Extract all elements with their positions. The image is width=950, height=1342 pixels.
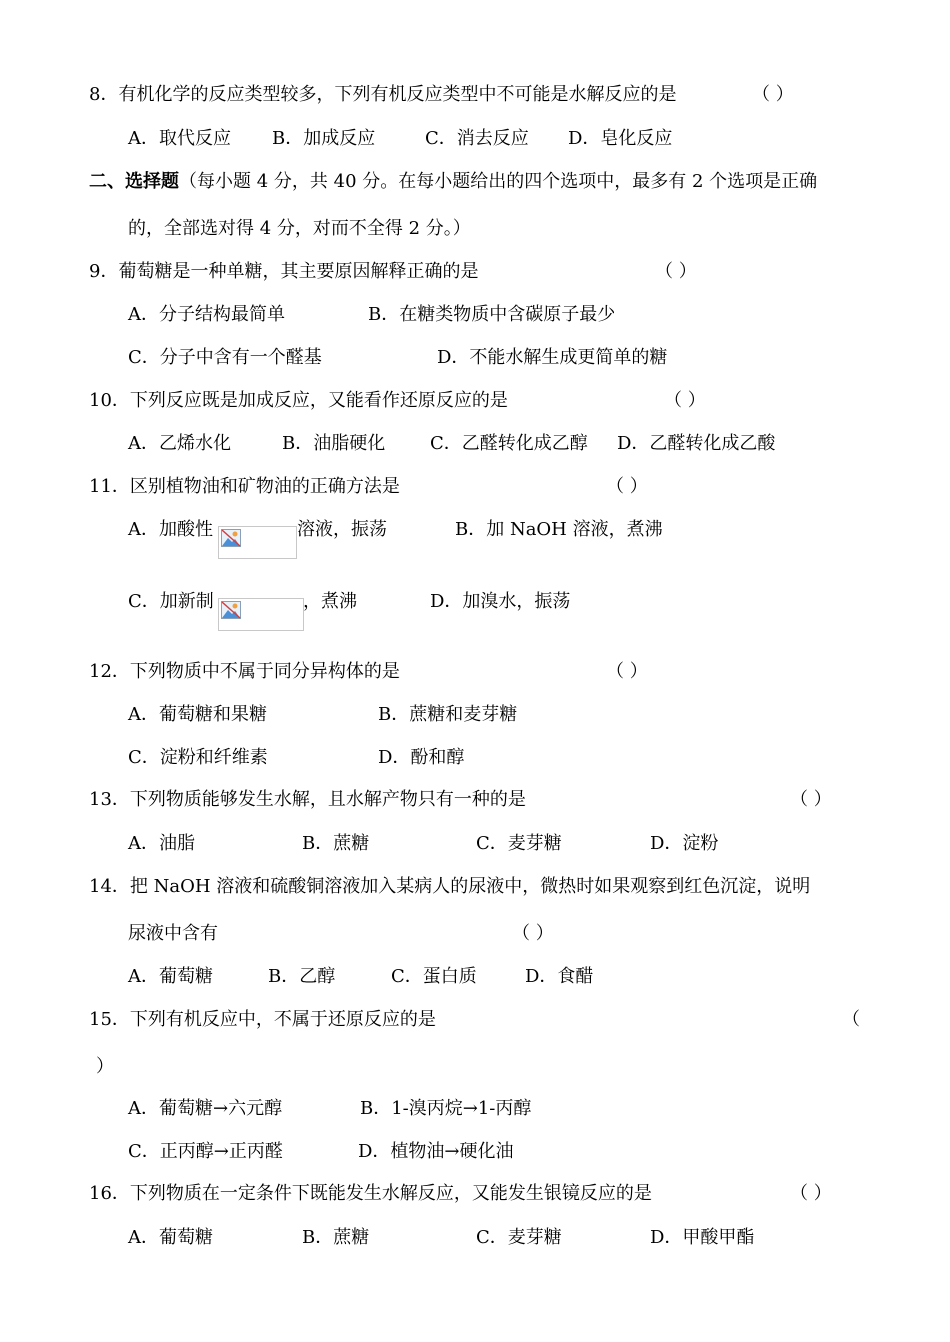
section-2-desc-cont: 的，全部选对得 4 分，对而不全得 2 分。） <box>128 218 471 239</box>
q15-option-b: B．1-溴丙烷→1-丙醇 <box>360 1098 532 1119</box>
broken-image-glyph <box>221 529 241 547</box>
q16-option-a: A．葡萄糖 <box>128 1227 213 1248</box>
q14-option-b: B．乙醇 <box>268 966 336 987</box>
q10-option-d: D．乙醛转化成乙酸 <box>617 433 776 454</box>
q16-option-b: B．蔗糖 <box>302 1227 370 1248</box>
q10-option-c: C．乙醛转化成乙醇 <box>430 433 588 454</box>
q8-stem: 8．有机化学的反应类型较多，下列有机反应类型中不可能是水解反应的是 <box>89 84 677 105</box>
section-2-desc: （每小题 4 分，共 40 分。在每小题给出的四个选项中，最多有 2 个选项是正确 <box>179 171 818 192</box>
q11-option-d: D．加溴水，振荡 <box>430 591 571 612</box>
q12-option-b: B．蔗糖和麦芽糖 <box>378 704 518 725</box>
q12-option-c: C．淀粉和纤维素 <box>128 747 268 768</box>
q13-answer-paren: （ ） <box>790 789 832 810</box>
q10-answer-paren: （ ） <box>664 390 706 411</box>
broken-image-glyph <box>221 601 241 619</box>
q15-answer-paren-close: ） <box>96 1056 114 1077</box>
broken-image-icon <box>218 598 304 631</box>
q9-option-b: B．在糖类物质中含碳原子最少 <box>368 304 616 325</box>
q11-option-a-post: 溶液，振荡 <box>297 519 387 540</box>
q15-option-c: C．正丙醇→正丙醛 <box>128 1141 283 1162</box>
q9-stem: 9．葡萄糖是一种单糖，其主要原因解释正确的是 <box>89 261 479 282</box>
q13-option-d: D．淀粉 <box>650 833 719 854</box>
q13-option-a: A．油脂 <box>128 833 195 854</box>
q15-option-d: D．植物油→硬化油 <box>358 1141 514 1162</box>
q11-option-a-pre: A．加酸性 <box>128 519 213 540</box>
q8-option-a: A．取代反应 <box>128 128 231 149</box>
q9-option-d: D．不能水解生成更简单的糖 <box>437 347 668 368</box>
q12-answer-paren: （ ） <box>606 661 648 682</box>
q10-option-a: A．乙烯水化 <box>128 433 231 454</box>
q14-answer-paren: （ ） <box>512 923 554 944</box>
q10-option-b: B．油脂硬化 <box>282 433 386 454</box>
q13-option-c: C．麦芽糖 <box>476 833 562 854</box>
q12-option-a: A．葡萄糖和果糖 <box>128 704 267 725</box>
q14-option-c: C．蛋白质 <box>391 966 477 987</box>
q11-option-b: B．加 NaOH 溶液，煮沸 <box>455 519 663 540</box>
broken-image-icon <box>218 526 297 559</box>
q9-option-c: C．分子中含有一个醛基 <box>128 347 322 368</box>
q15-stem: 15．下列有机反应中，不属于还原反应的是 <box>89 1009 436 1030</box>
q8-option-b: B．加成反应 <box>272 128 376 149</box>
section-2-header <box>89 170 817 194</box>
q12-stem: 12．下列物质中不属于同分异构体的是 <box>89 661 400 682</box>
q11-option-c-pre: C．加新制 <box>128 591 214 612</box>
q9-answer-paren: （ ） <box>655 261 697 282</box>
q16-stem: 16．下列物质在一定条件下既能发生水解反应，又能发生银镜反应的是 <box>89 1183 652 1204</box>
q8-option-d: D．皂化反应 <box>568 128 673 149</box>
q13-option-b: B．蔗糖 <box>302 833 370 854</box>
q11-stem: 11．区别植物油和矿物油的正确方法是 <box>89 476 400 497</box>
q8-answer-paren: （ ） <box>752 84 794 105</box>
q14-option-a: A．葡萄糖 <box>128 966 213 987</box>
q16-option-c: C．麦芽糖 <box>476 1227 562 1248</box>
q16-option-d: D．甲酸甲酯 <box>650 1227 755 1248</box>
section-2-title: 二、选择题 <box>89 171 179 192</box>
q12-option-d: D．酚和醇 <box>378 747 465 768</box>
q15-answer-paren-open: （ <box>842 1009 860 1030</box>
q11-option-c-post: ，煮沸 <box>303 591 357 612</box>
q14-option-d: D．食醋 <box>525 966 594 987</box>
q13-stem: 13．下列物质能够发生水解，且水解产物只有一种的是 <box>89 789 526 810</box>
q9-option-a: A．分子结构最简单 <box>128 304 285 325</box>
q10-stem: 10．下列反应既是加成反应，又能看作还原反应的是 <box>89 390 508 411</box>
q8-option-c: C．消去反应 <box>425 128 529 149</box>
q11-answer-paren: （ ） <box>606 476 648 497</box>
q16-answer-paren: （ ） <box>790 1183 832 1204</box>
q14-stem-cont: 尿液中含有 <box>128 923 218 944</box>
q15-option-a: A．葡萄糖→六元醇 <box>128 1098 283 1119</box>
q14-stem: 14．把 NaOH 溶液和硫酸铜溶液加入某病人的尿液中，微热时如果观察到红色沉淀，说明 <box>89 876 811 897</box>
